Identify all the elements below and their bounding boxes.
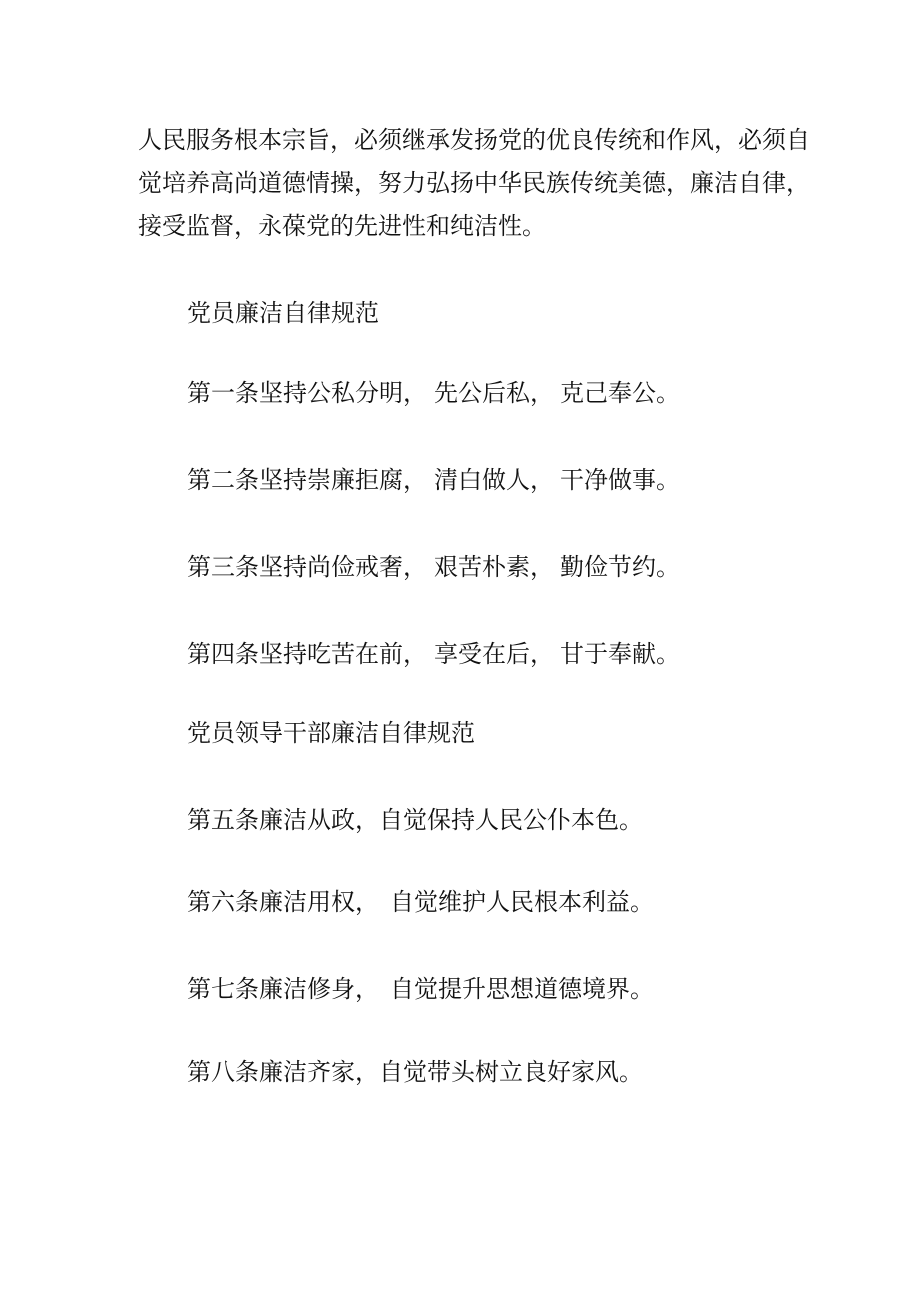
article-clause: 干净做事。 — [560, 466, 680, 494]
article-clause: 第七条廉洁修身， — [187, 975, 379, 1003]
intro-line: 接受监督，永葆党的先进性和纯洁性。 — [138, 212, 546, 240]
article-clause: 甘于奉献。 — [560, 640, 680, 668]
intro-line: 人民服务根本宗旨，必须继承发扬党的优良传统和作风，必须自 — [138, 126, 810, 154]
article-line — [187, 638, 680, 670]
article-clause: 第三条坚持尚俭戒奢， — [187, 553, 427, 581]
article-clause: 第五条廉洁从政，自觉保持人民公仆本色。 — [187, 806, 643, 834]
article-line — [187, 377, 680, 409]
article-clause: 自觉提升思想道德境界。 — [390, 975, 654, 1003]
article-clause: 第二条坚持崇廉拒腐， — [187, 466, 427, 494]
article-line — [187, 464, 680, 496]
article-clause: 艰苦朴素， — [434, 553, 554, 581]
article-clause: 第六条廉洁用权， — [187, 888, 379, 916]
article-clause: 第八条廉洁齐家，自觉带头树立良好家风。 — [187, 1058, 643, 1086]
article-line — [187, 886, 654, 918]
intro-line: 觉培养高尚道德情操，努力弘扬中华民族传统美德，廉洁自律， — [138, 169, 810, 197]
article-line — [187, 551, 680, 583]
article-clause: 第一条坚持公私分明， — [187, 379, 427, 407]
article-clause: 克己奉公。 — [560, 379, 680, 407]
article-clause: 享受在后， — [434, 640, 554, 668]
article-clause: 勤俭节约。 — [560, 553, 680, 581]
article-clause: 自觉维护人民根本利益。 — [390, 888, 654, 916]
section-heading-party-members: 党员廉洁自律规范 — [187, 299, 379, 327]
article-clause: 第四条坚持吃苦在前， — [187, 640, 427, 668]
article-line — [187, 973, 654, 1005]
intro-paragraph — [138, 119, 818, 248]
article-clause: 清白做人， — [434, 466, 554, 494]
article-line — [187, 804, 643, 836]
section-heading-leading-cadres: 党员领导干部廉洁自律规范 — [187, 719, 475, 747]
article-line — [187, 1056, 643, 1088]
article-clause: 先公后私， — [434, 379, 554, 407]
